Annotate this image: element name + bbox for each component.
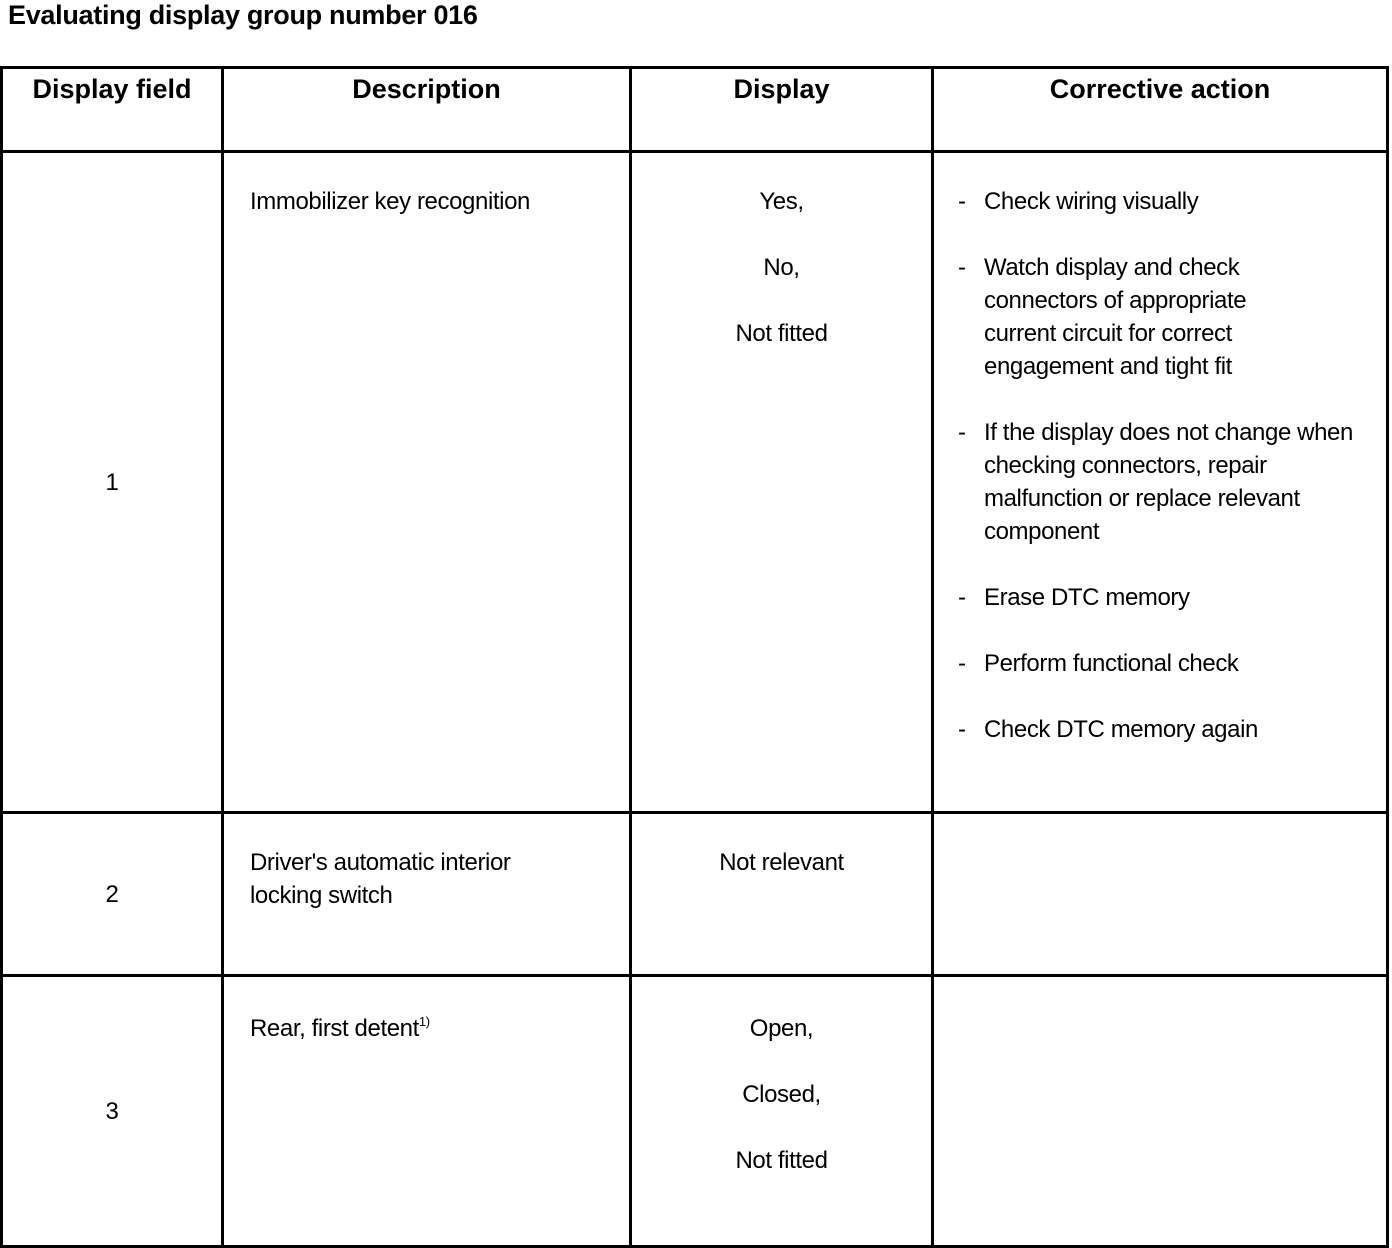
action-text: Check wiring visually — [984, 188, 1199, 215]
action-text: If the display does not change when checking connectors, repair malfunction or replace relevant component — [984, 419, 1353, 545]
dash: - — [958, 419, 966, 446]
dash: - — [958, 584, 966, 611]
header-display-field: Display field — [2, 68, 223, 152]
description-text: Driver's automatic interior locking switch — [250, 849, 511, 909]
action-item — [958, 251, 1386, 383]
dash: - — [958, 650, 966, 677]
action-item — [958, 713, 1386, 746]
display-value: Yes, — [759, 188, 804, 215]
action-text: Check DTC memory again — [984, 716, 1258, 743]
display-value: No, — [763, 254, 800, 281]
footnote-marker: 1) — [418, 1014, 430, 1029]
action-text: Erase DTC memory — [984, 584, 1190, 611]
display-value: Open, — [749, 1015, 814, 1042]
display-cell — [631, 976, 933, 1247]
corrective-action-cell — [933, 976, 1388, 1247]
description-cell — [223, 976, 631, 1247]
display-cell — [631, 813, 933, 976]
action-item — [958, 416, 1386, 548]
action-text: Perform functional check — [984, 650, 1239, 677]
display-value: Not fitted — [735, 1147, 828, 1174]
corrective-action-cell — [933, 813, 1388, 976]
table-row — [2, 976, 1388, 1247]
dash: - — [958, 254, 966, 281]
display-value: Not fitted — [735, 320, 828, 347]
description-cell: Immobilizer key recognition — [223, 152, 631, 813]
table-row — [2, 152, 1388, 813]
display-value: Closed, — [742, 1081, 821, 1108]
display-value: Not relevant — [719, 849, 844, 876]
header-display: Display — [631, 68, 933, 152]
action-text: Watch display and check connectors of appropriate current circuit for correct engagement and tight fit — [984, 254, 1247, 380]
action-item — [958, 647, 1386, 680]
description-cell — [223, 813, 631, 976]
display-field-cell: 1 — [2, 152, 223, 813]
corrective-action-cell — [933, 152, 1388, 813]
table-header-row — [2, 68, 1388, 152]
header-description: Description — [223, 68, 631, 152]
page-title: Evaluating display group number 016 — [8, 0, 478, 30]
display-field-cell: 3 — [2, 976, 223, 1247]
dash: - — [958, 188, 966, 215]
description-text: Rear, first detent — [250, 1015, 419, 1042]
dash: - — [958, 716, 966, 743]
display-field-cell: 2 — [2, 813, 223, 976]
table-row — [2, 813, 1388, 976]
display-cell — [631, 152, 933, 813]
action-item — [958, 185, 1386, 218]
action-item — [958, 581, 1386, 614]
header-corrective-action: Corrective action — [933, 68, 1388, 152]
display-group-table — [0, 66, 1389, 1248]
